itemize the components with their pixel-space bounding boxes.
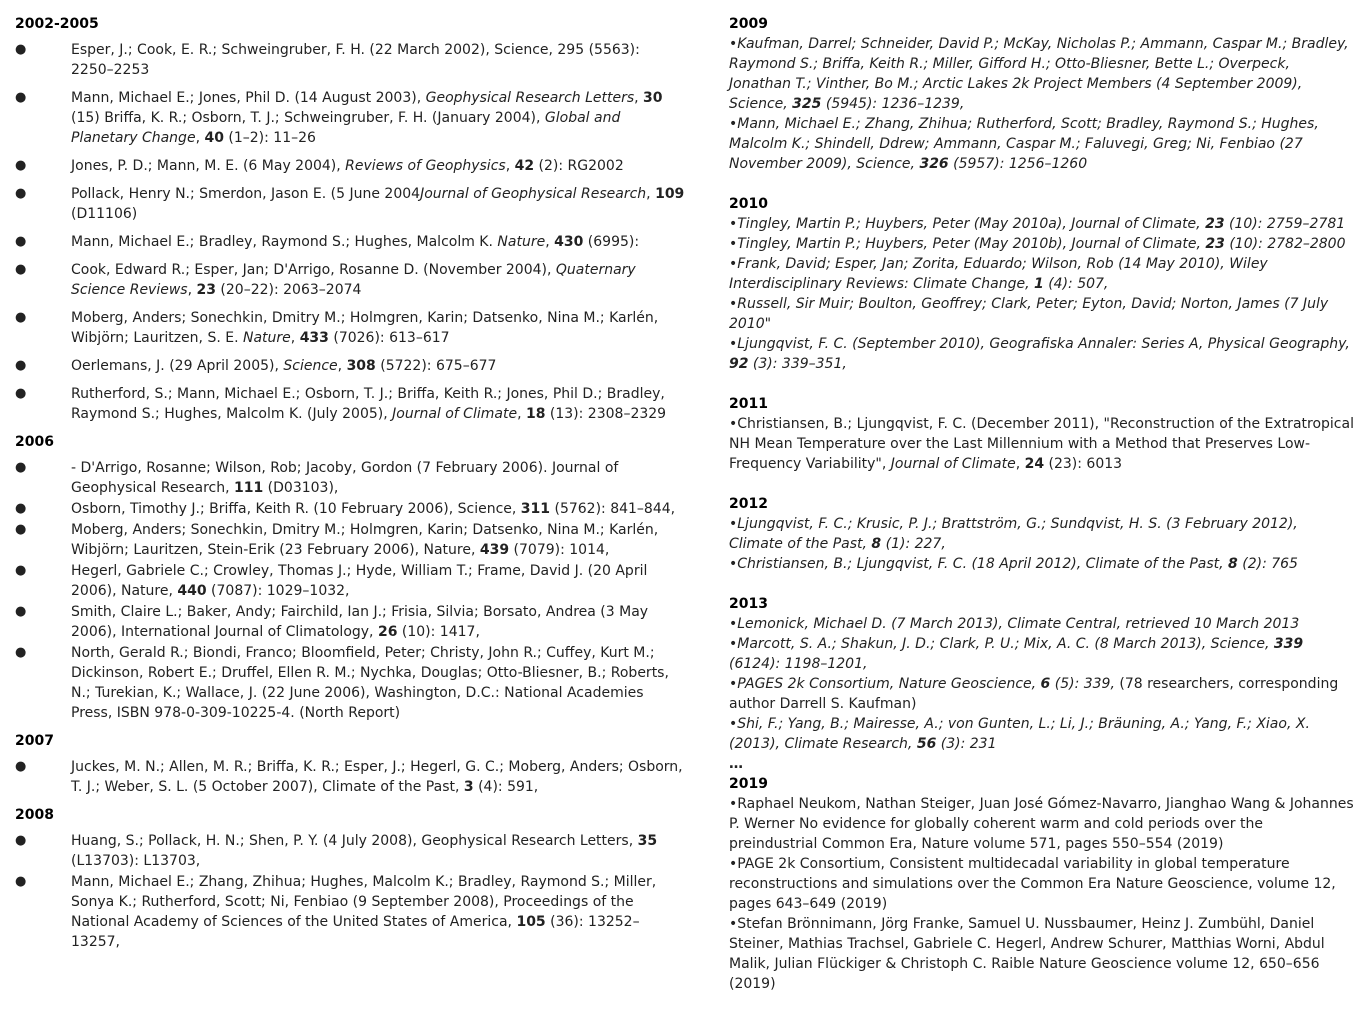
year-heading: 2002-2005: [15, 16, 99, 32]
reference-item: [729, 414, 1354, 474]
year-heading: 2006: [15, 434, 54, 450]
bullet-icon: ●: [15, 522, 27, 537]
citation-text: (4): 591,: [473, 779, 539, 795]
bullet-icon: ●: [15, 460, 27, 475]
citation-text: Moberg, Anders; Sonechkin, Dmitry M.; Holmgren, Karin; Datsenko, Nina M.; Karlén, Wibjörn; Lauritzen, S. E.: [71, 310, 659, 346]
citation-text: Rutherford, S.; Mann, Michael E.; Osborn, T. J.; Briffa, Keith R.; Jones, Phil D.; Bradley, Raymond S.; Hughes, Malcolm K. (July 2005),: [71, 386, 665, 422]
reference-item: [729, 914, 1354, 994]
citation-text: Pollack, Henry N.; Smerdon, Jason E. (5 June 2004: [71, 186, 421, 202]
reference-item: [15, 156, 685, 176]
citation-text: (2): 765: [1237, 556, 1298, 572]
year-heading: 2019: [729, 776, 768, 792]
citation-volume: 326: [919, 156, 949, 172]
citation-volume: 24: [1024, 456, 1045, 472]
citation-text: Osborn, Timothy J.; Briffa, Keith R. (10 February 2006), Science,: [71, 501, 521, 517]
citation-volume: 111: [234, 480, 264, 496]
citation-volume: 35: [637, 833, 658, 849]
left-column: [15, 14, 685, 960]
citation-volume: 430: [554, 234, 584, 250]
bullet-icon: ●: [15, 310, 27, 325]
reference-item: [15, 308, 685, 348]
bullet-icon: ●: [15, 42, 27, 57]
citation-text: •Kaufman, Darrel; Schneider, David P.; McKay, Nicholas P.; Ammann, Caspar M.; Bradley, Raymond S.; Briffa, Keith R.; Miller, Gifford H.; Otto-Bliesner, Bette L.; Overpeck, Jonathan T.; Vinther, Bo M.; Arctic Lakes 2k Project Members (4 September 2009), Science,: [729, 36, 1349, 112]
citation-volume: 8: [871, 536, 882, 552]
citation-text: ,: [290, 330, 300, 346]
reference-item: [15, 184, 685, 224]
year-section: [729, 14, 1354, 174]
citation-text: (D03103),: [263, 480, 339, 496]
citation-text: •PAGES 2k Consortium, Nature Geoscience,: [729, 676, 1041, 692]
citation-text: - D'Arrigo, Rosanne; Wilson, Rob; Jacoby, Gordon (7 February 2006). Journal of Geophysical Research,: [71, 460, 619, 496]
citation-text: •Lemonick, Michael D. (7 March 2013), Climate Central, retrieved 10 March 2013: [729, 616, 1300, 632]
year-heading: 2013: [729, 596, 768, 612]
reference-item: [729, 294, 1354, 334]
year-section: [729, 394, 1354, 474]
citation-volume: 30: [643, 90, 663, 106]
reference-item: [729, 674, 1354, 714]
citation-text: ,: [517, 406, 526, 422]
year-heading: 2007: [15, 733, 54, 749]
reference-list: [15, 831, 685, 952]
citation-text: (L13703): L13703,: [71, 853, 201, 869]
citation-volume: 18: [525, 406, 546, 422]
citation-text: (20–22): 2063–2074: [215, 282, 362, 298]
citation-text: •Shi, F.; Yang, B.; Mairesse, A.; von Gunten, L.; Li, J.; Bräuning, A.; Yang, F.; Xiao, X. (2013), Climate Research,: [729, 716, 1310, 752]
bullet-icon: ●: [15, 645, 27, 660]
citation-text: (10): 2782–2800: [1224, 236, 1346, 252]
citation-text: Smith, Claire L.; Baker, Andy; Fairchild, Ian J.; Frisia, Silvia; Borsato, Andrea (3 May 2006), International Journal of Climatology,: [71, 604, 649, 640]
citation-text: Journal of Climate: [890, 456, 1016, 472]
citation-text: (10): 1417,: [397, 624, 480, 640]
year-section: [729, 774, 1354, 994]
citation-text: Science: [283, 358, 338, 374]
citation-text: (10): 2759–2781: [1224, 216, 1346, 232]
year-section: [729, 494, 1354, 574]
citation-text: Reviews of Geophysics: [345, 158, 506, 174]
citation-text: (36): 13252–13257,: [71, 914, 640, 950]
citation-volume: 339: [1273, 636, 1304, 652]
citation-text: (15) Briffa, K. R.; Osborn, T. J.; Schweingruber, F. H. (January 2004),: [71, 110, 545, 126]
bullet-icon: ●: [15, 234, 27, 249]
citation-volume: 308: [346, 358, 376, 374]
bullet-icon: ●: [15, 604, 27, 619]
citation-volume: 6: [1040, 676, 1051, 692]
bullet-icon: ●: [15, 90, 27, 105]
reference-item: [729, 334, 1354, 374]
reference-item: [15, 872, 685, 952]
reference-item: [15, 520, 685, 560]
reference-item: [729, 554, 1354, 574]
citation-text: Mann, Michael E.; Zhang, Zhihua; Hughes, Malcolm K.; Bradley, Raymond S.; Miller, Sonya K.; Rutherford, Scott; Ni, Fenbiao (9 September 2008), Proceedings of the National Academy of Sciences of the United States of America,: [71, 874, 657, 930]
citation-text: (7026): 613–617: [328, 330, 450, 346]
citation-volume: 26: [377, 624, 398, 640]
citation-text: Huang, S.; Pollack, H. N.; Shen, P. Y. (4 July 2008), Geophysical Research Letters,: [71, 833, 638, 849]
reference-item: [729, 854, 1354, 914]
citation-text: ,: [187, 282, 197, 298]
bullet-icon: ●: [15, 759, 27, 774]
citation-text: •Ljungqvist, F. C.; Krusic, P. J.; Brattström, G.; Sundqvist, H. S. (3 February 2012), Climate of the Past,: [729, 516, 1298, 552]
citation-text: ,: [646, 186, 656, 202]
reference-item: [729, 234, 1354, 254]
citation-volume: 92: [729, 356, 749, 372]
year-section: [729, 194, 1354, 374]
reference-item: [729, 794, 1354, 854]
reference-item: [729, 114, 1354, 174]
citation-text: (1): 227,: [881, 536, 946, 552]
citation-text: •Russell, Sir Muir; Boulton, Geoffrey; Clark, Peter; Eyton, David; Norton, James (7 July 2010": [729, 296, 1329, 332]
citation-text: Moberg, Anders; Sonechkin, Dmitry M.; Holmgren, Karin; Datsenko, Nina M.; Karlén, Wibjörn; Lauritzen, Stein-Erik (23 February 2006), Nature,: [71, 522, 659, 558]
citation-text: Mann, Michael E.; Jones, Phil D. (14 August 2003),: [71, 90, 426, 106]
citation-text: •Marcott, S. A.; Shakun, J. D.; Clark, P. U.; Mix, A. C. (8 March 2013), Science,: [729, 636, 1274, 652]
reference-item: [729, 714, 1354, 754]
year-heading: 2009: [729, 16, 768, 32]
citation-volume: 440: [177, 583, 207, 599]
citation-text: Esper, J.; Cook, E. R.; Schweingruber, F. H. (22 March 2002), Science, 295 (5563): 2250–2253: [71, 42, 640, 78]
citation-volume: 439: [479, 542, 510, 558]
citation-text: Global and Planetary Change: [71, 110, 621, 146]
citation-text: Cook, Edward R.; Esper, Jan; D'Arrigo, Rosanne D. (November 2004),: [71, 262, 556, 278]
citation-volume: 105: [516, 914, 546, 930]
bullet-icon: ●: [15, 386, 27, 401]
year-section: [729, 594, 1354, 774]
citation-text: Journal of Geophysical Research: [420, 186, 647, 202]
citation-text: Hegerl, Gabriele C.; Crowley, Thomas J.; Hyde, William T.; Frame, David J. (20 April 2006), Nature,: [71, 563, 648, 599]
citation-text: (5945): 1236–1239,: [821, 96, 965, 112]
citation-text: •Ljungqvist, F. C. (September 2010), Geografiska Annaler: Series A, Physical Geography,: [729, 336, 1350, 352]
citation-text: (7087): 1029–1032,: [206, 583, 350, 599]
citation-text: Oerlemans, J. (29 April 2005),: [71, 358, 284, 374]
reference-item: [729, 254, 1354, 294]
citation-text: ,: [195, 130, 205, 146]
reference-item: [15, 757, 685, 797]
citation-text: ,: [634, 90, 644, 106]
citation-volume: 23: [196, 282, 216, 298]
year-heading: 2012: [729, 496, 768, 512]
citation-volume: 1: [1034, 276, 1044, 292]
citation-text: (23): 6013: [1044, 456, 1123, 472]
citation-text: •Tingley, Martin P.; Huybers, Peter (May 2010a), Journal of Climate,: [729, 216, 1206, 232]
citation-text: (5957): 1256–1260: [948, 156, 1088, 172]
ellipsis: …: [729, 756, 743, 772]
reference-list: [15, 458, 685, 723]
citation-text: Journal of Climate: [392, 406, 518, 422]
citation-volume: 40: [204, 130, 224, 146]
citation-volume: 8: [1228, 556, 1238, 572]
citation-volume: 56: [916, 736, 937, 752]
citation-volume: 23: [1205, 236, 1225, 252]
bullet-icon: ●: [15, 874, 27, 889]
citation-text: (4): 507,: [1043, 276, 1109, 292]
bullet-icon: ●: [15, 563, 27, 578]
bullet-icon: ●: [15, 262, 27, 277]
citation-text: (D11106): [71, 206, 138, 222]
citation-volume: 109: [655, 186, 685, 202]
citation-volume: 325: [792, 96, 822, 112]
reference-item: [15, 356, 685, 376]
reference-item: [15, 561, 685, 601]
citation-text: (3): 231: [936, 736, 997, 752]
citation-text: •Frank, David; Esper, Jan; Zorita, Eduardo; Wilson, Rob (14 May 2010), Wiley Interdisciplinary Reviews: Climate Change,: [729, 256, 1268, 292]
citation-text: ,: [545, 234, 555, 250]
bullet-icon: ●: [15, 158, 27, 173]
reference-item: [15, 88, 685, 148]
reference-item: [15, 458, 685, 498]
citation-text: •Raphael Neukom, Nathan Steiger, Juan José Gómez-Navarro, Jianghao Wang & Johannes P. Werner No evidence for globally coherent warm and cold periods over the preindustrial Common Era, Nature volume 571, pages 550–554 (2019): [729, 796, 1354, 852]
citation-text: (6124): 1198–1201,: [729, 656, 868, 672]
citation-text: (1–2): 11–26: [223, 130, 316, 146]
citation-volume: 42: [514, 158, 535, 174]
citation-text: Geophysical Research Letters: [425, 90, 635, 106]
citation-text: (2): RG2002: [534, 158, 624, 174]
citation-text: (3): 339–351,: [748, 356, 847, 372]
reference-list: [15, 40, 685, 424]
reference-item: [15, 40, 685, 80]
reference-item: [15, 602, 685, 642]
right-column: [729, 14, 1354, 1014]
citation-text: •Christiansen, B.; Ljungqvist, F. C. (December 2011), "Reconstruction of the Extratropical NH Mean Temperature over the Last Millennium with a Method that Preserves Low-Frequency Variability",: [729, 416, 1354, 472]
citation-text: ,: [505, 158, 515, 174]
reference-item: [15, 643, 685, 723]
reference-item: [729, 214, 1354, 234]
reference-item: [15, 499, 685, 519]
reference-item: [729, 34, 1354, 114]
citation-text: Mann, Michael E.; Bradley, Raymond S.; Hughes, Malcolm K.: [71, 234, 498, 250]
citation-text: ,: [337, 358, 347, 374]
citation-text: Nature: [242, 330, 291, 346]
citation-text: (5762): 841–844,: [550, 501, 676, 517]
citation-text: •Tingley, Martin P.; Huybers, Peter (May 2010b), Journal of Climate,: [729, 236, 1206, 252]
year-heading: 2008: [15, 807, 54, 823]
citation-text: (6995):: [583, 234, 640, 250]
citation-text: •Stefan Brönnimann, Jörg Franke, Samuel U. Nussbaumer, Heinz J. Zumbühl, Daniel Steiner, Mathias Trachsel, Gabriele C. Hegerl, Andrew Schurer, Matthias Worni, Abdul Malik, Julian Flückiger & Christoph C. Raible Nature Geoscience volume 12, 650–656 (2019): [729, 916, 1325, 992]
reference-item: [15, 260, 685, 300]
citation-volume: 23: [1205, 216, 1225, 232]
citation-volume: 3: [463, 779, 474, 795]
citation-text: •PAGE 2k Consortium, Consistent multidecadal variability in global temperature reconstructions and simulations over the Common Era Nature Geoscience, volume 12, pages 643–649 (2019): [729, 856, 1336, 912]
reference-item: [15, 232, 685, 252]
citation-text: (78 researchers, corresponding author Darrell S. Kaufman): [729, 676, 1339, 712]
citation-text: (13): 2308–2329: [545, 406, 667, 422]
citation-text: Jones, P. D.; Mann, M. E. (6 May 2004),: [71, 158, 346, 174]
citation-text: Nature: [497, 234, 546, 250]
bullet-icon: ●: [15, 833, 27, 848]
citation-text: (7079): 1014,: [509, 542, 610, 558]
bullet-icon: ●: [15, 501, 27, 516]
citation-text: (5722): 675–677: [375, 358, 497, 374]
citation-text: North, Gerald R.; Biondi, Franco; Bloomfield, Peter; Christy, John R.; Cuffey, Kurt M.; Dickinson, Robert E.; Druffel, Ellen R. M.; Nychka, Douglas; Otto-Bliesner, B.; Roberts, N.; Turekian, K.; Wallace, J. (22 June 2006), Washington, D.C.: National Academies Press, ISBN 978-0-309-10225-4. (North Report): [71, 645, 669, 721]
reference-item: [729, 614, 1354, 634]
citation-text: (5): 339,: [1050, 676, 1120, 692]
bullet-icon: ●: [15, 186, 27, 201]
year-heading: 2011: [729, 396, 768, 412]
citation-text: ,: [1015, 456, 1025, 472]
citation-text: •Mann, Michael E.; Zhang, Zhihua; Rutherford, Scott; Bradley, Raymond S.; Hughes, Malcolm K.; Shindell, Ddrew; Ammann, Caspar M.; Faluvegi, Greg; Ni, Fenbiao (27 November 2009), Science,: [729, 116, 1319, 172]
reference-item: [729, 634, 1354, 674]
reference-item: [15, 384, 685, 424]
reference-item: [15, 831, 685, 871]
citation-volume: 433: [299, 330, 329, 346]
reference-item: [729, 514, 1354, 554]
citation-text: Juckes, M. N.; Allen, M. R.; Briffa, K. R.; Esper, J.; Hegerl, G. C.; Moberg, Anders; Osborn, T. J.; Weber, S. L. (5 October 2007), Climate of the Past,: [71, 759, 683, 795]
bullet-icon: ●: [15, 358, 27, 373]
citation-volume: 311: [520, 501, 551, 517]
citation-text: Quaternary Science Reviews: [71, 262, 636, 298]
year-heading: 2010: [729, 196, 768, 212]
citation-text: •Christiansen, B.; Ljungqvist, F. C. (18 April 2012), Climate of the Past,: [729, 556, 1229, 572]
reference-list: [15, 757, 685, 797]
